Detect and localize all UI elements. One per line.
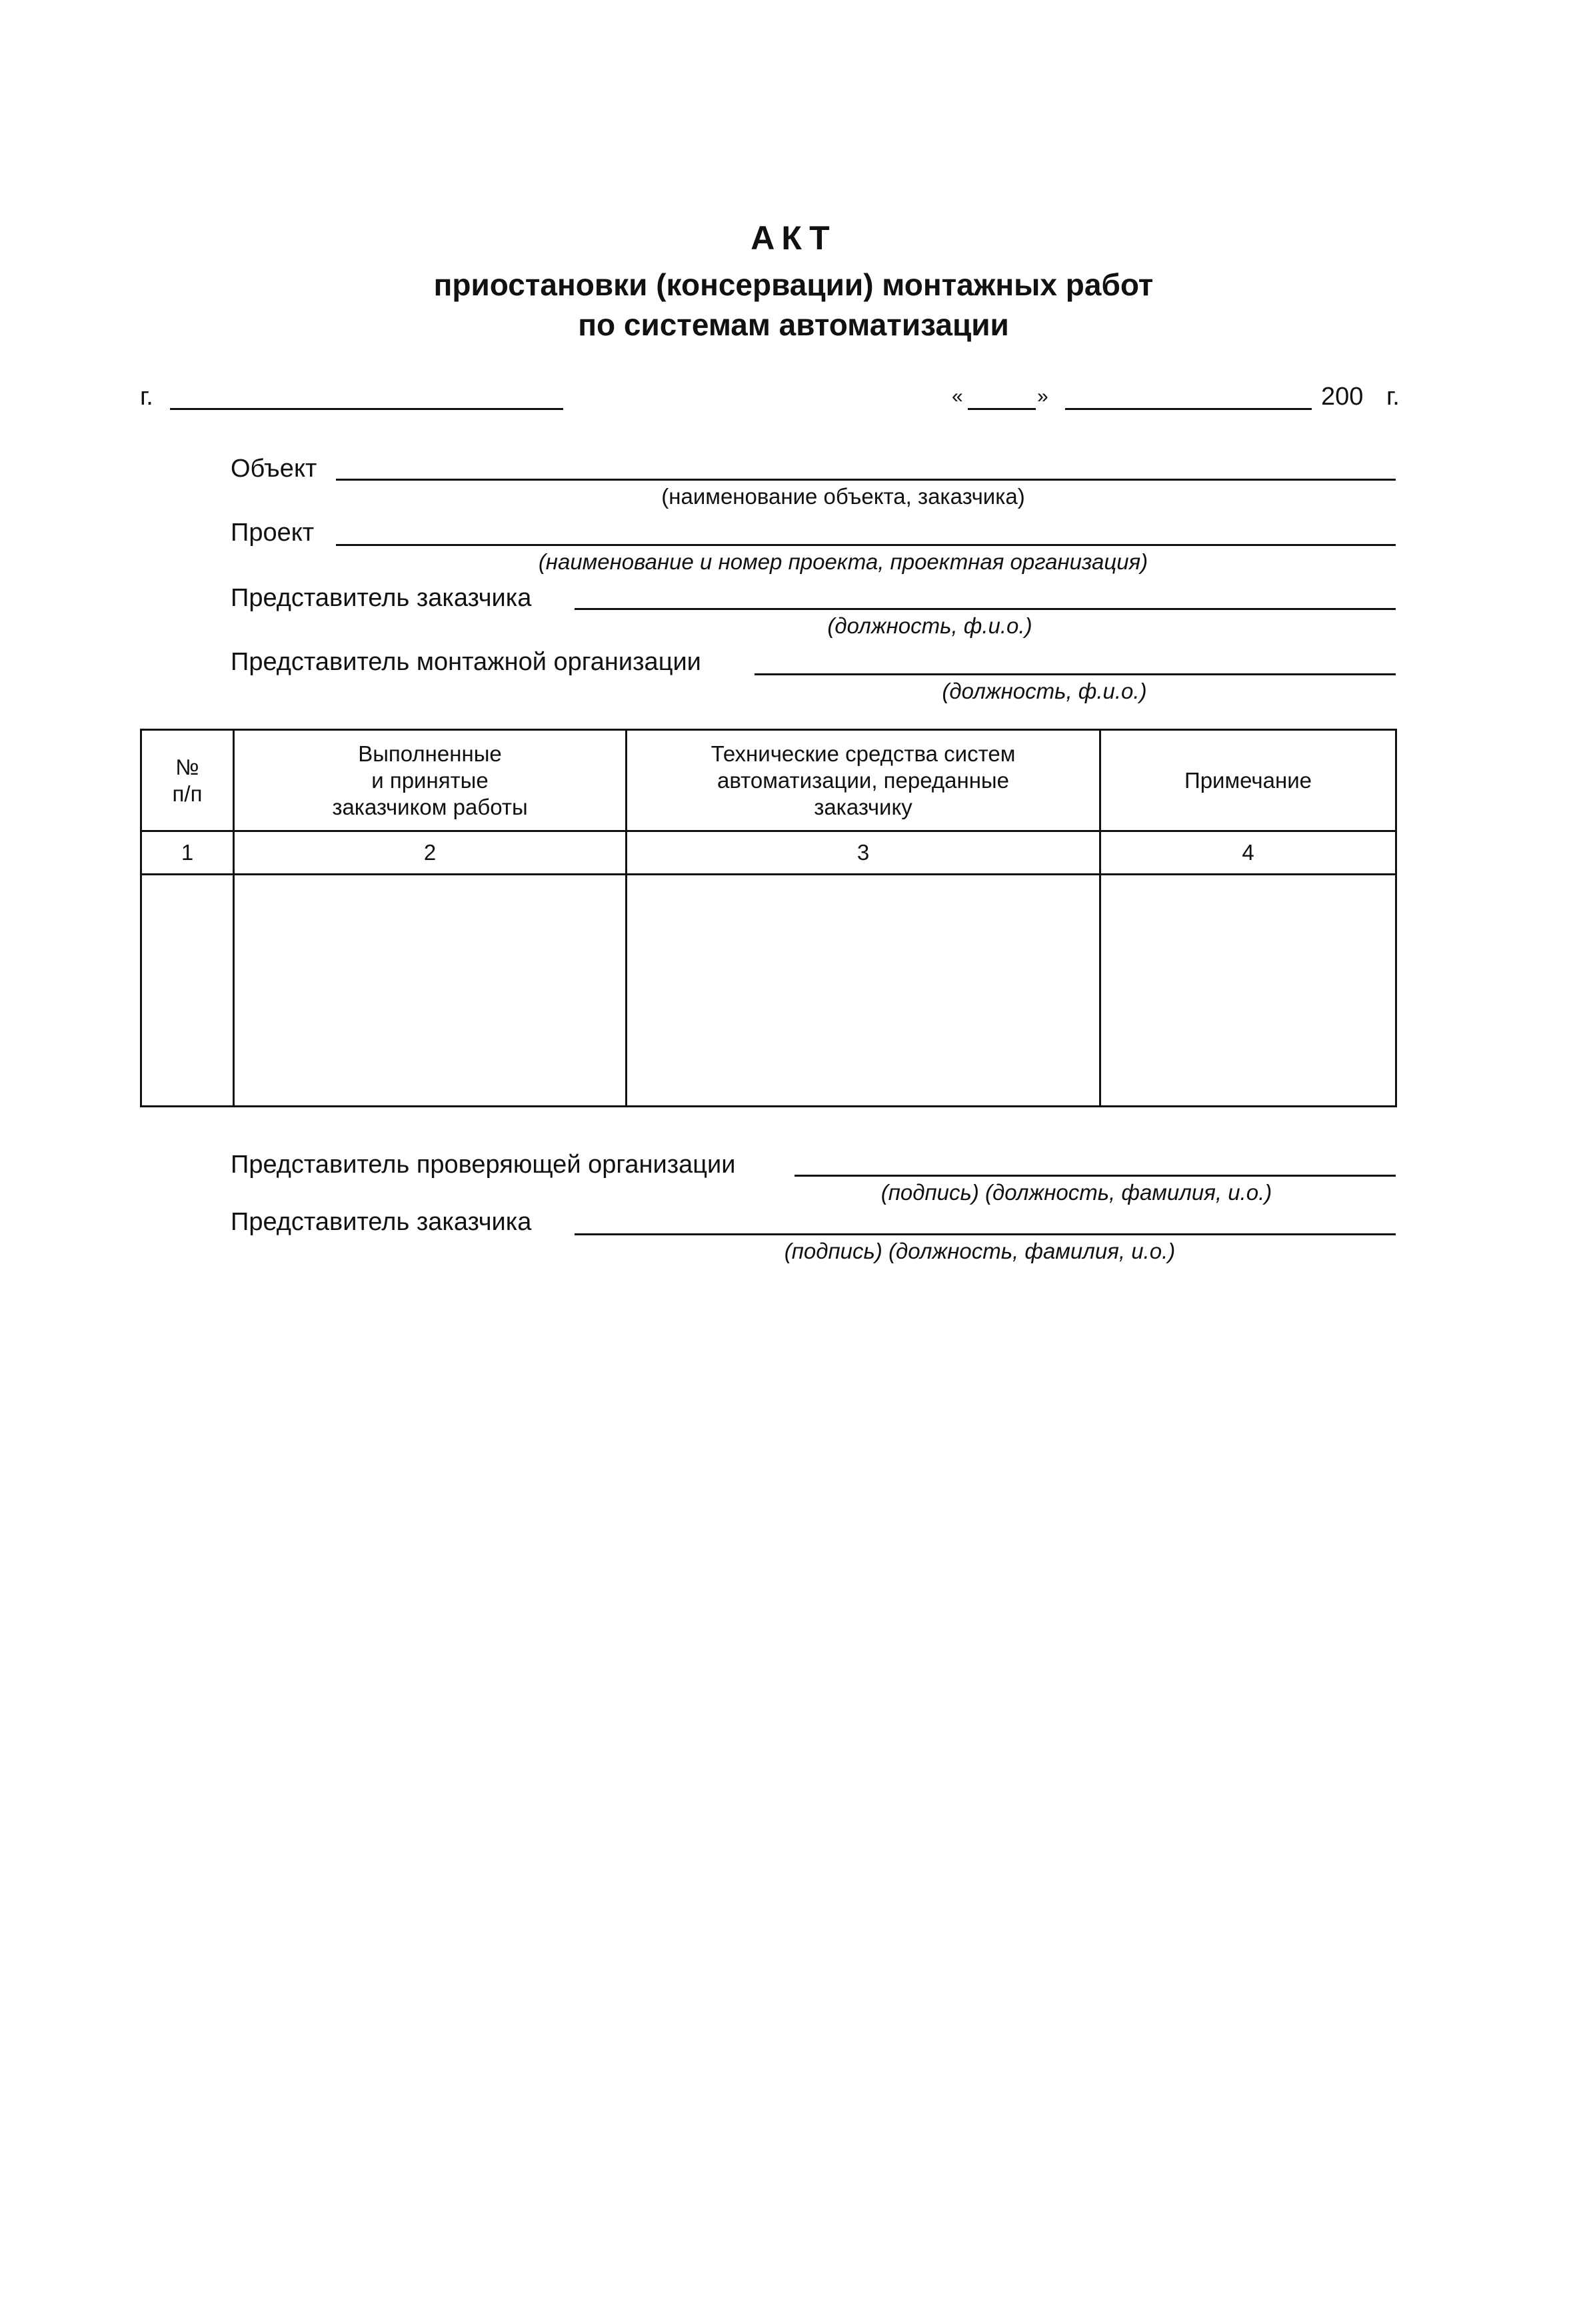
object-hint: (наименование объекта, заказчика) xyxy=(661,484,1025,509)
column-number-4: 4 xyxy=(1100,831,1396,875)
table-cell-note[interactable] xyxy=(1100,875,1396,1107)
header-cell-number xyxy=(141,730,234,831)
date-month-field[interactable] xyxy=(1065,408,1312,410)
header-cell-note xyxy=(1100,730,1396,831)
object-field[interactable] xyxy=(336,479,1396,481)
table-number-row xyxy=(141,831,1396,875)
header-equipment-text: Технические средства систем автоматизации, переданные заказчику xyxy=(711,741,1016,819)
city-field[interactable] xyxy=(170,408,563,410)
table-cell-number[interactable] xyxy=(141,875,234,1107)
installer-rep-label: Представитель монтажной организации xyxy=(231,648,701,676)
customer-signature-hint: (подпись) (должность, фамилия, и.о.) xyxy=(784,1239,1176,1263)
date-year: 200 xyxy=(1321,383,1364,411)
document-subtitle-line2: по системам автоматизации xyxy=(578,307,1009,342)
object-label: Объект xyxy=(231,455,317,483)
installer-rep-field[interactable] xyxy=(755,673,1396,675)
customer-rep-label: Представитель заказчика xyxy=(231,584,532,612)
installer-rep-hint: (должность, ф.и.о.) xyxy=(942,679,1147,703)
date-year-suffix: г. xyxy=(1386,383,1400,411)
date-close-quote: » xyxy=(1037,385,1048,407)
inspector-signature-field[interactable] xyxy=(794,1175,1396,1177)
table-header-row xyxy=(141,730,1396,831)
inspector-label: Представитель проверяющей организации xyxy=(231,1151,736,1179)
customer-signature-label: Представитель заказчика xyxy=(231,1208,532,1236)
column-number-2: 2 xyxy=(234,831,627,875)
project-label: Проект xyxy=(231,519,315,547)
column-number-3: 3 xyxy=(627,831,1100,875)
table-cell-equipment[interactable] xyxy=(627,875,1100,1107)
date-day-field[interactable] xyxy=(968,408,1036,410)
header-works-text: Выполненные и принятые заказчиком работы xyxy=(332,741,528,819)
header-cell-equipment xyxy=(627,730,1100,831)
document-title: АКТ xyxy=(751,219,836,257)
customer-signature-field[interactable] xyxy=(575,1233,1396,1235)
table-row xyxy=(141,875,1396,1107)
header-cell-works xyxy=(234,730,627,831)
header-note-text: Примечание xyxy=(1184,767,1312,793)
project-hint: (наименование и номер проекта, проектная организация) xyxy=(538,549,1148,574)
header-number-text: № п/п xyxy=(172,754,203,806)
date-open-quote: « xyxy=(952,385,963,407)
customer-rep-field[interactable] xyxy=(575,608,1396,610)
column-number-1: 1 xyxy=(141,831,234,875)
project-field[interactable] xyxy=(336,544,1396,546)
inspector-hint: (подпись) (должность, фамилия, и.о.) xyxy=(880,1180,1272,1205)
works-table xyxy=(140,729,1397,1107)
document-subtitle-line1: приостановки (консервации) монтажных работ xyxy=(433,267,1154,302)
customer-rep-hint: (должность, ф.и.о.) xyxy=(827,613,1032,638)
city-prefix: г. xyxy=(140,383,153,411)
table-cell-works[interactable] xyxy=(234,875,627,1107)
